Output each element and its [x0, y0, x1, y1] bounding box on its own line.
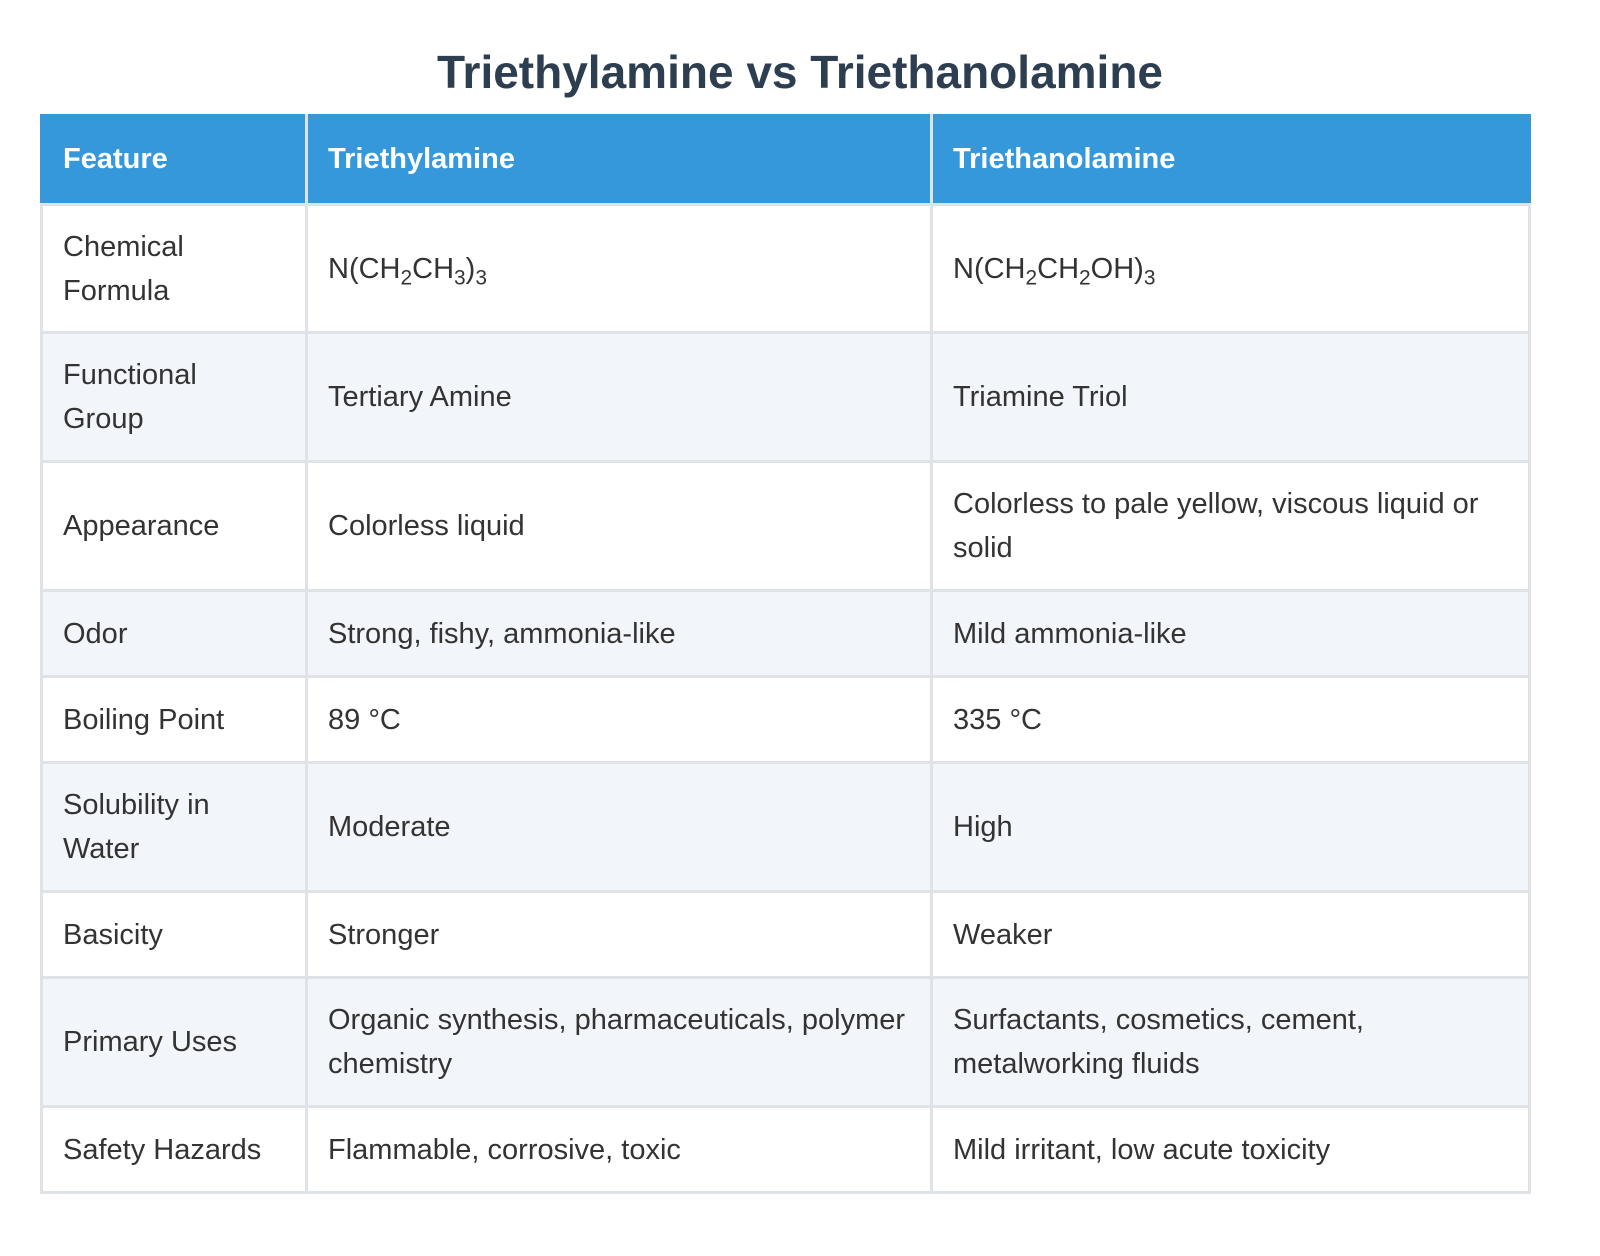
value-cell-triethanolamine: Weaker: [932, 892, 1530, 978]
comparison-table: [40, 114, 1531, 1194]
table-row: [42, 591, 1530, 677]
table-row: [42, 763, 1530, 892]
value-cell-triethylamine: Flammable, corrosive, toxic: [307, 1107, 932, 1193]
table-row: [42, 462, 1530, 591]
formula-cell-triethylamine: $N(CH_2CH_3)_3$: [307, 205, 932, 333]
table-row: [42, 892, 1530, 978]
value-cell-triethylamine: Strong, fishy, ammonia-like: [307, 591, 932, 677]
value-cell-triethylamine: Colorless liquid: [307, 462, 932, 591]
feature-cell: Appearance: [42, 462, 307, 591]
value-cell-triethanolamine: Triamine Triol: [932, 333, 1530, 462]
table-row: [42, 677, 1530, 763]
table-row: [42, 978, 1530, 1107]
feature-cell: Safety Hazards: [42, 1107, 307, 1193]
value-cell-triethylamine: Stronger: [307, 892, 932, 978]
page-title: Triethylamine vs Triethanolamine: [436, 46, 1164, 98]
value-cell-triethylamine: 89 °C: [307, 677, 932, 763]
feature-cell: Chemical Formula: [42, 205, 307, 333]
feature-cell: Odor: [42, 591, 307, 677]
table-row: [42, 333, 1530, 462]
feature-cell: Solubility in Water: [42, 763, 307, 892]
column-header-feature: Feature: [42, 114, 307, 205]
value-cell-triethylamine: Moderate: [307, 763, 932, 892]
feature-cell: Functional Group: [42, 333, 307, 462]
value-cell-triethanolamine: 335 °C: [932, 677, 1530, 763]
column-header-triethanolamine: Triethanolamine: [932, 114, 1530, 205]
table-row: [42, 205, 1530, 333]
value-cell-triethylamine: Tertiary Amine: [307, 333, 932, 462]
feature-cell: Boiling Point: [42, 677, 307, 763]
value-cell-triethanolamine: High: [932, 763, 1530, 892]
column-header-triethylamine: Triethylamine: [307, 114, 932, 205]
table-header-row: [42, 114, 1530, 205]
value-cell-triethanolamine: Colorless to pale yellow, viscous liquid or solid: [932, 462, 1530, 591]
value-cell-triethylamine: Organic synthesis, pharmaceuticals, polymer chemistry: [307, 978, 932, 1107]
value-cell-triethanolamine: Surfactants, cosmetics, cement, metalworking fluids: [932, 978, 1530, 1107]
value-cell-triethanolamine: Mild irritant, low acute toxicity: [932, 1107, 1530, 1193]
feature-cell: Primary Uses: [42, 978, 307, 1107]
value-cell-triethanolamine: Mild ammonia-like: [932, 591, 1530, 677]
table-row: [42, 1107, 1530, 1193]
formula-cell-triethanolamine: $N(CH_2CH_2OH)_3$: [932, 205, 1530, 333]
feature-cell: Basicity: [42, 892, 307, 978]
